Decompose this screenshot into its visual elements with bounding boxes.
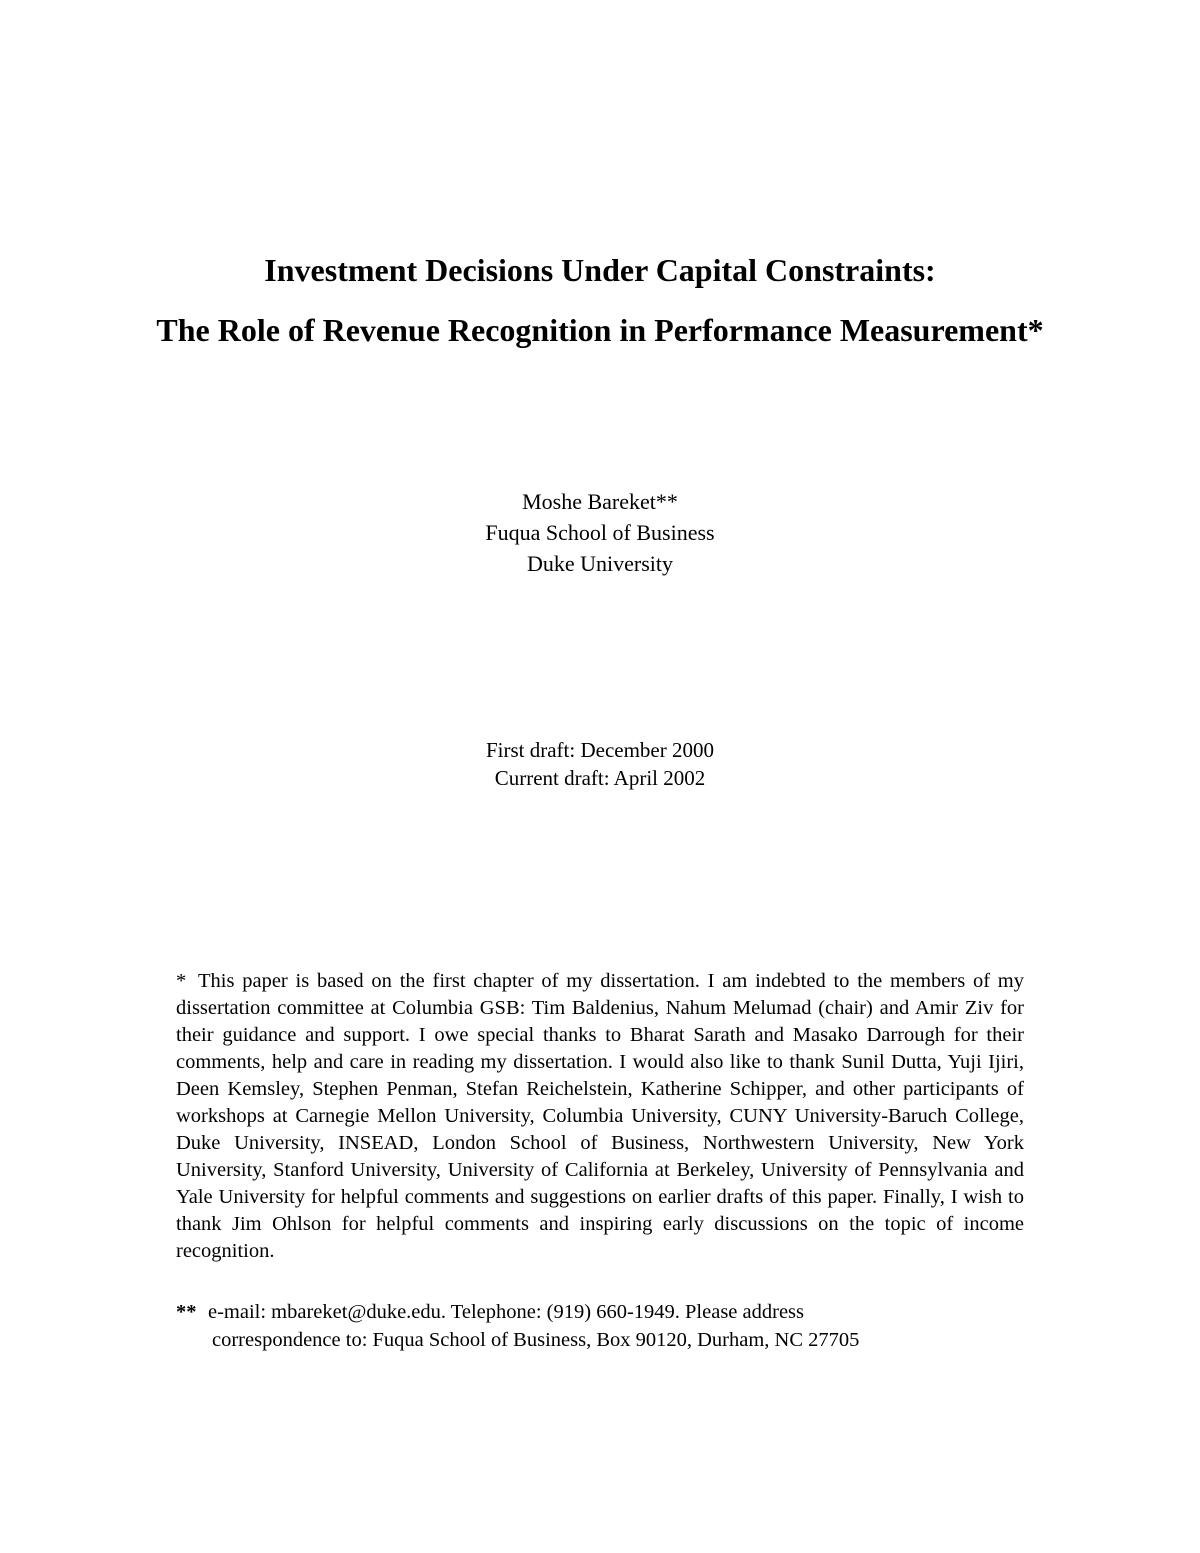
author-block [0, 486, 1200, 579]
contact-footnote [176, 1298, 1024, 1354]
author-university: Duke University [526, 551, 674, 576]
author-name: Moshe Bareket** [522, 489, 678, 514]
contact-email-line: e-mail: mbareket@duke.edu. Telephone: (919) 660-1949. Please address [208, 1301, 805, 1323]
contact-address-line: correspondence to: Fuqua School of Business, Box 90120, Durham, NC 27705 [212, 1329, 860, 1351]
footnote-star-mark: * [176, 970, 187, 992]
acknowledgement-text: This paper is based on the first chapter of my dissertation. I am indebted to the members of my dissertation committee at Columbia GSB: Tim Baldenius, Nahum Melumad (chair) and Amir Ziv for their guidance and support. I owe special thanks to Bharat Sarath and Masako Darrough for their comments, help and care in reading my dissertation. I would also like to thank Sunil Dutta, Yuji Ijiri, Deen Kemsley, Stephen Penman, Stefan Reichelstein, Katherine Schipper, and other participants of workshops at Carnegie Mellon University, Columbia University, CUNY University-Baruch College, Duke University, INSEAD, London School of Business, Northwestern University, New York University, Stanford University, University of California at Berkeley, University of Pennsylvania and Yale University for helpful comments and suggestions on earlier drafts of this paper. Finally, I wish to thank Jim Ohlson for helpful comments and inspiring early discussions on the topic of income recognition. [176, 970, 1024, 1262]
draft-dates [0, 736, 1200, 792]
acknowledgement-footnote [176, 968, 1024, 1265]
paper-title-line-1: Investment Decisions Under Capital Constraints: [264, 252, 936, 288]
author-school: Fuqua School of Business [485, 520, 715, 545]
first-draft-date: First draft: December 2000 [485, 738, 715, 762]
footnote-double-star-mark: ** [176, 1301, 197, 1323]
current-draft-date: Current draft: April 2002 [494, 766, 706, 790]
paper-title-line-2: The Role of Revenue Recognition in Performance Measurement* [156, 312, 1044, 348]
